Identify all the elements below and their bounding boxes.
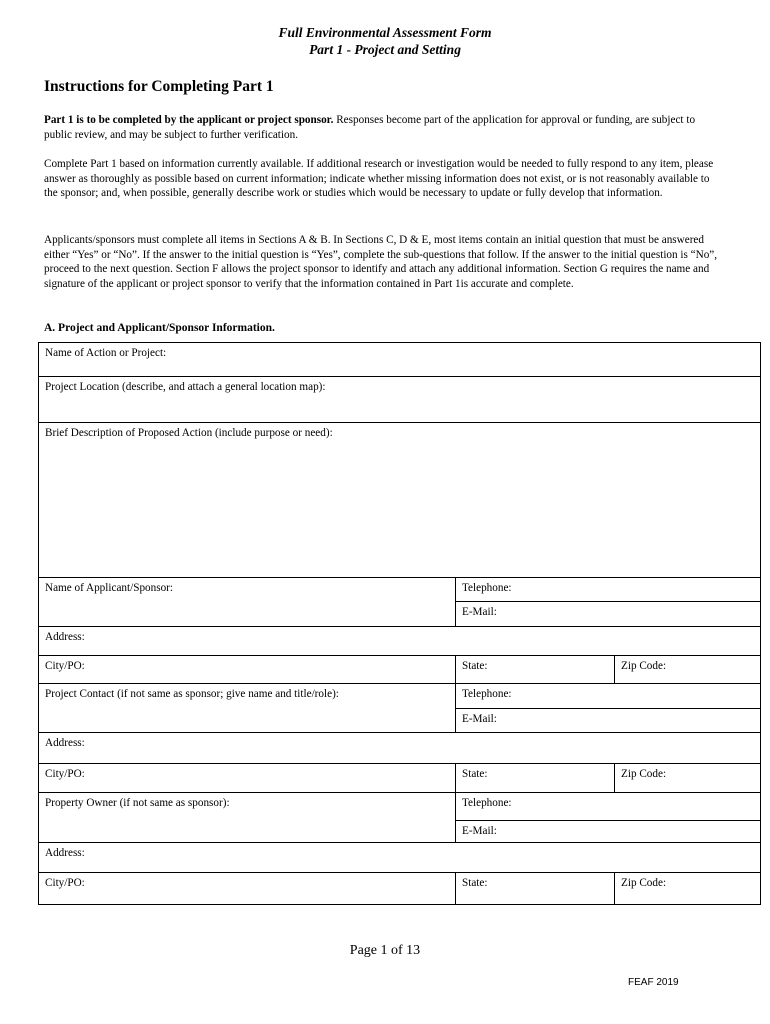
- name-of-action-field[interactable]: [39, 343, 760, 376]
- owner-address-label: Address:: [45, 847, 85, 859]
- applicant-city-field[interactable]: [39, 656, 455, 683]
- applicant-name-label: Name of Applicant/Sponsor:: [45, 582, 174, 594]
- applicant-city-label: City/PO:: [45, 660, 85, 672]
- applicant-state-label: State:: [462, 660, 488, 672]
- contact-state-field[interactable]: [456, 764, 614, 792]
- owner-state-label: State:: [462, 877, 488, 889]
- owner-email-field[interactable]: [456, 821, 760, 842]
- contact-city-label: City/PO:: [45, 768, 85, 780]
- applicant-state-field[interactable]: [456, 656, 614, 683]
- applicant-email-label: E-Mail:: [462, 606, 497, 618]
- owner-name-label: Property Owner (if not same as sponsor):: [45, 797, 230, 809]
- contact-email-label: E-Mail:: [462, 713, 497, 725]
- contact-name-field[interactable]: [39, 684, 455, 732]
- owner-zip-label: Zip Code:: [621, 877, 667, 889]
- instructions-heading: Instructions for Completing Part 1: [44, 78, 274, 95]
- contact-zip-field[interactable]: [615, 764, 760, 792]
- applicant-name-field[interactable]: [39, 578, 455, 626]
- contact-name-label: Project Contact (if not same as sponsor; give name and title/role):: [45, 688, 339, 700]
- contact-state-label: State:: [462, 768, 488, 780]
- owner-city-label: City/PO:: [45, 877, 85, 889]
- form-code: FEAF 2019: [628, 977, 679, 988]
- applicant-zip-label: Zip Code:: [621, 660, 667, 672]
- project-location-field[interactable]: [39, 377, 760, 422]
- brief-description-field[interactable]: [39, 423, 760, 577]
- instructions-paragraph-3: Applicants/sponsors must complete all items in Sections A & B. In Sections C, D & E, most items contain an initial question that must be answered either “Yes” or “No”. If the answer to the initial question is “Yes”, complete the sub-questions that follow. If the answer to the initial question is “No”, proceed to the next question. Section F allows the project sponsor to identify and attach any additional information. Section G requires the name and signature of the applicant or project sponsor to verify that the information contained in Part 1is accurate and complete.: [44, 234, 718, 290]
- instructions-paragraph-2: Complete Part 1 based on information currently available. If additional research or investigation would be needed to fully respond to any item, please answer as thoroughly as possible based on current information; indicate whether missing information does not exist, or is not reasonably available to the sponsor; and, when possible, generally describe work or studies which would be necessary to update or fully develop that information.: [44, 158, 714, 200]
- owner-city-field[interactable]: [39, 873, 455, 904]
- project-location-label: Project Location (describe, and attach a general location map):: [45, 381, 326, 393]
- contact-zip-label: Zip Code:: [621, 768, 667, 780]
- applicant-zip-field[interactable]: [615, 656, 760, 683]
- page-number: Page 1 of 13: [349, 943, 421, 958]
- owner-telephone-label: Telephone:: [462, 797, 512, 809]
- contact-telephone-field[interactable]: [456, 684, 760, 708]
- applicant-address-field[interactable]: [39, 627, 760, 655]
- owner-address-field[interactable]: [39, 843, 760, 872]
- name-of-action-label: Name of Action or Project:: [45, 347, 167, 359]
- applicant-address-label: Address:: [45, 631, 85, 643]
- table-border-bottom: [38, 904, 761, 905]
- form-title: Full Environmental Assessment Form: [278, 25, 492, 40]
- instructions-paragraph-1-text: Responses become part of the application for approval or funding, are subject to public review, and may be subject to further verification.: [44, 114, 696, 141]
- instructions-paragraph-1: [44, 113, 724, 142]
- owner-zip-field[interactable]: [615, 873, 760, 904]
- contact-telephone-label: Telephone:: [462, 688, 512, 700]
- instructions-paragraph-1-bold: Part 1 is to be completed by the applicant or project sponsor.: [44, 114, 334, 126]
- contact-city-field[interactable]: [39, 764, 455, 792]
- owner-name-field[interactable]: [39, 793, 455, 842]
- brief-description-label: Brief Description of Proposed Action (include purpose or need):: [45, 427, 333, 439]
- owner-email-label: E-Mail:: [462, 825, 497, 837]
- applicant-telephone-field[interactable]: [456, 578, 760, 601]
- contact-address-label: Address:: [45, 737, 85, 749]
- form-subtitle: Part 1 - Project and Setting: [309, 42, 461, 57]
- section-a-heading: A. Project and Applicant/Sponsor Information.: [44, 322, 275, 334]
- contact-email-field[interactable]: [456, 709, 760, 732]
- contact-address-field[interactable]: [39, 733, 760, 763]
- owner-state-field[interactable]: [456, 873, 614, 904]
- applicant-email-field[interactable]: [456, 602, 760, 626]
- applicant-telephone-label: Telephone:: [462, 582, 512, 594]
- owner-telephone-field[interactable]: [456, 793, 760, 820]
